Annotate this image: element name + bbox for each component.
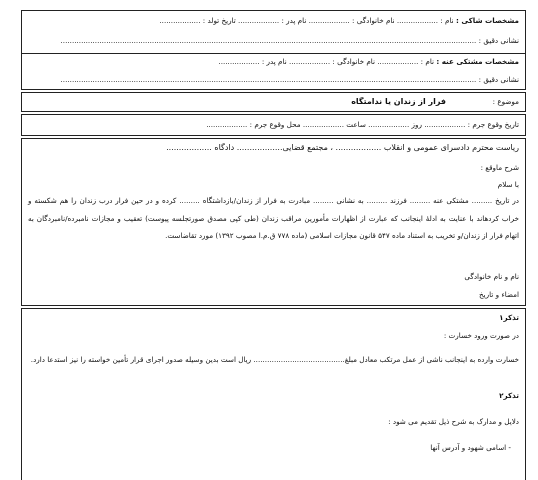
plaintiff-label: مشخصات شاکی : xyxy=(455,16,519,25)
suspect-address[interactable]: نشانی دقیق : ...................................................................................................................................................................................... xyxy=(60,75,519,84)
note1-text: خسارت وارده به اینجانب ناشی از عمل مرتکب معادل مبلغ........................................ ریال است بدین وسیله صدور اجرای قرار تأمین خواسته را نیز استدعا دارد. xyxy=(30,355,519,364)
crime-details-section xyxy=(21,114,526,136)
note1-intro: در صورت ورود خسارت : xyxy=(443,331,519,340)
suspect-row xyxy=(28,57,519,67)
name-line: نام و نام خانوادگی xyxy=(464,272,519,281)
note2-intro: دلایل و مدارک به شرح ذیل تقدیم می شود : xyxy=(388,417,519,426)
notes-section xyxy=(21,308,526,480)
subject-label: موضوع : xyxy=(492,97,519,106)
parties-section xyxy=(21,10,526,90)
note1-title: تذکر۱ xyxy=(499,313,519,322)
addressee-line[interactable]: ریاست محترم دادسرای عمومی و انقلاب .................. ، مجتمع قضایی.................. دادگاه .................. xyxy=(166,143,519,152)
suspect-fields[interactable]: نام : .................. نام خانوادگی : .................. نام پدر : .................. xyxy=(218,57,435,66)
subject-value: فرار از زندان یا ندامتگاه xyxy=(351,97,447,106)
subject-section xyxy=(21,92,526,112)
note2-title: تذکر۲ xyxy=(499,391,519,400)
facts-heading: شرح ماوقع : xyxy=(480,163,519,172)
complaint-paragraph: در تاریخ ......... مشتکی عنه ......... فرزند ......... به نشانی ......... مبادرت به فرار از زندان/بازداشتگاه ......... کرده و در حین فرار درب زندان را هم شکسته و خراب کردهاند با عنایت به ادلهٔ اینجانب که عبارت از اظهارات مأمورین مراقب زندان (طی کپی مصدق صورتجلسه پیوست) تعقیب و مجازات نامبرده/نامبردگان به اتهام فرار از زندان/و تخریب به استناد ماده ۵۴۷ قانون مجازات اسلامی (ماده ۷۷۸ ق.م.ا مصوب ۱۳۹۲) مورد تقاضاست. xyxy=(28,196,519,240)
plaintiff-fields[interactable]: نام : .................. نام خانوادگی : .................. نام پدر : .................. تاریخ تولد : .................. xyxy=(159,16,454,25)
crime-date-line[interactable]: تاریخ وقوع جرم : .................. روز .................. ساعت .................. محل وقوع جرم : .................. xyxy=(206,120,519,129)
subject-row xyxy=(28,97,519,107)
plaintiff-address[interactable]: نشانی دقیق : ...................................................................................................................................................................................... xyxy=(60,36,519,45)
petition-body xyxy=(21,138,526,306)
plaintiff-row xyxy=(28,16,519,26)
greeting: با سلام xyxy=(497,180,519,189)
suspect-label: مشخصات مشتکی عنه : xyxy=(436,57,519,66)
note2-item: - اسامی شهود و آدرس آنها xyxy=(430,443,511,452)
divider xyxy=(22,53,525,54)
signature-date-line: امضاء و تاریخ xyxy=(479,290,519,299)
